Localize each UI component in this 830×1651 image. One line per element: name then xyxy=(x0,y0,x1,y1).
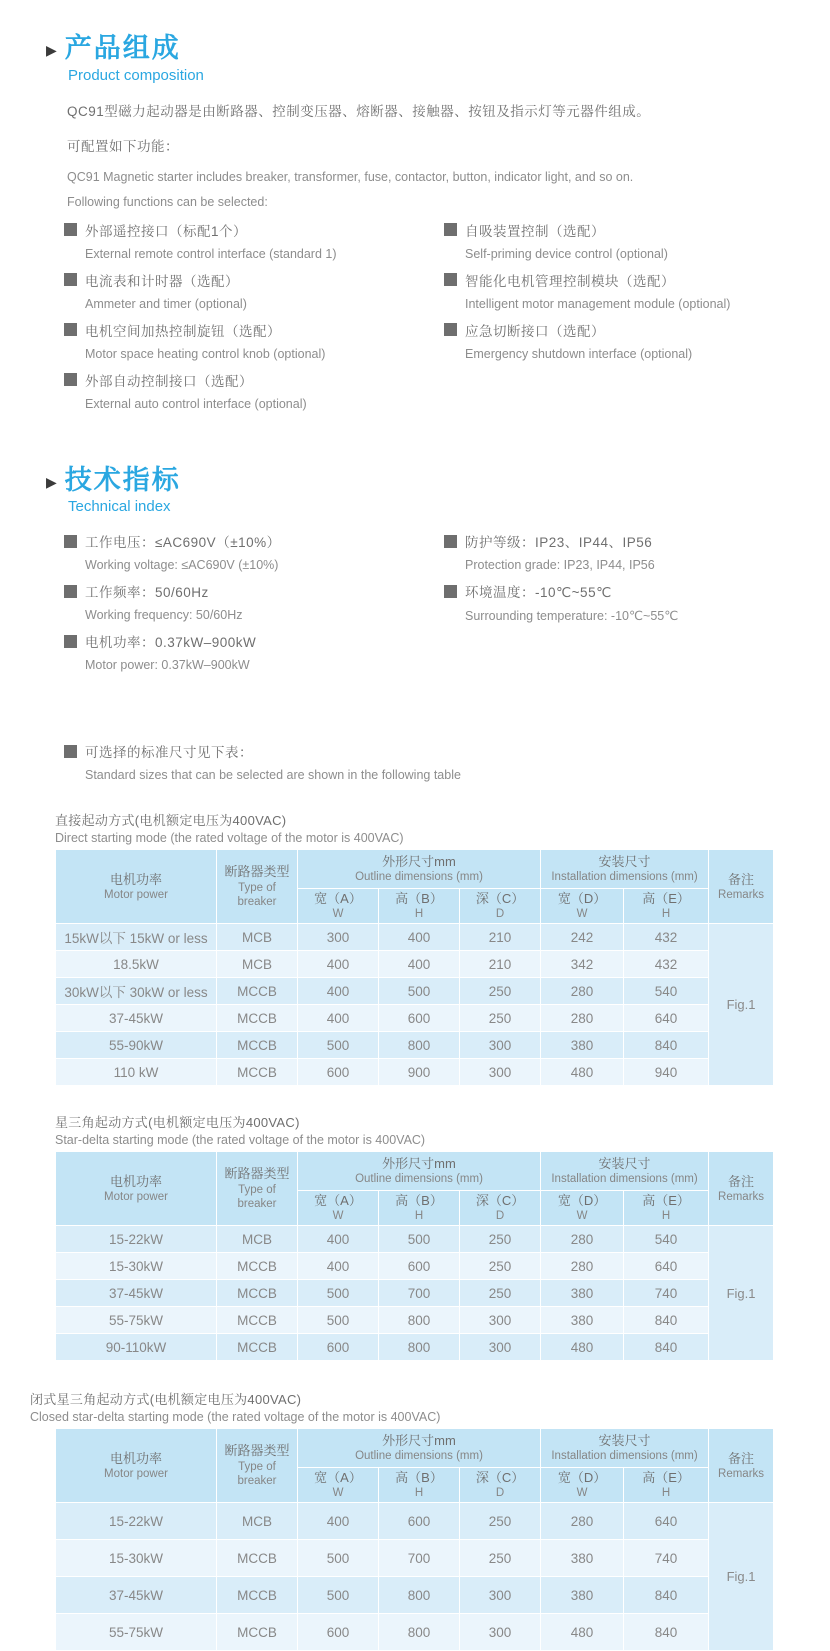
table-title-en: Closed star-delta starting mode (the rated voltage of the motor is 400VAC) xyxy=(30,1410,441,1425)
table-cell: 432 xyxy=(624,951,708,977)
feature-label-en: External remote control interface (standard 1) xyxy=(85,246,337,261)
table-remark-cell: Fig.1 xyxy=(709,1226,773,1360)
square-bullet-icon xyxy=(444,585,457,598)
spec-list xyxy=(0,531,830,681)
table-row xyxy=(56,1032,773,1058)
table-cell: 840 xyxy=(624,1032,708,1058)
dimensions-table xyxy=(55,1151,774,1361)
table-cell: 15-30kW xyxy=(56,1540,216,1576)
table-cell: 540 xyxy=(624,978,708,1004)
table-cell: 940 xyxy=(624,1059,708,1085)
table-row xyxy=(56,1280,773,1306)
table-cell: 110 kW xyxy=(56,1059,216,1085)
square-bullet-icon xyxy=(64,535,77,548)
technical-heading-block xyxy=(0,466,830,516)
table-cell: 840 xyxy=(624,1307,708,1333)
header-width-a: 宽（A） W xyxy=(298,889,378,923)
table-row xyxy=(56,1334,773,1360)
header-height-b: 高（B） H xyxy=(379,889,459,923)
table-header xyxy=(56,1152,773,1225)
spec-item xyxy=(64,581,444,622)
table-cell: 600 xyxy=(379,1005,459,1031)
feature-item xyxy=(64,270,444,311)
feature-label-en: Self-priming device control (optional) xyxy=(465,246,668,261)
square-bullet-icon xyxy=(64,585,77,598)
table-cell: 400 xyxy=(379,951,459,977)
table-title-zh: 直接起动方式(电机额定电压为400VAC) xyxy=(55,813,287,829)
header-width-a: 宽（A） W xyxy=(298,1468,378,1502)
spec-label-en: Working frequency: 50/60Hz xyxy=(85,608,243,623)
table-cell: 250 xyxy=(460,1540,540,1576)
table-cell: MCCB xyxy=(217,1307,297,1333)
section-product-composition xyxy=(0,34,830,420)
table-cell: 600 xyxy=(379,1253,459,1279)
table-cell: 280 xyxy=(541,1253,623,1279)
table-cell: MCB xyxy=(217,1226,297,1252)
feature-label-zh: 外部遥控接口（标配1个） xyxy=(85,223,248,239)
table-cell: 640 xyxy=(624,1503,708,1539)
table-row xyxy=(56,1577,773,1613)
section-technical-index xyxy=(0,466,830,682)
technical-title-zh: 技术指标 xyxy=(64,464,181,495)
dimensions-table xyxy=(55,849,774,1086)
header-installation-dimensions: 安装尺寸 Installation dimensions (mm) xyxy=(541,850,708,888)
spec-label-zh: 电机功率：0.37kW–900kW xyxy=(85,635,257,651)
spec-label-en: Protection grade: IP23, IP44, IP56 xyxy=(465,558,655,573)
table-title-zh: 闭式星三角起动方式(电机额定电压为400VAC) xyxy=(30,1392,302,1408)
spec-item xyxy=(444,581,830,623)
table-cell: 250 xyxy=(460,978,540,1004)
table-remark-cell: Fig.1 xyxy=(709,924,773,1085)
table-cell: 300 xyxy=(460,1577,540,1613)
table-cell: 37-45kW xyxy=(56,1005,216,1031)
table-cell: 37-45kW xyxy=(56,1577,216,1613)
feature-item xyxy=(64,220,444,261)
table-body xyxy=(56,1503,773,1650)
dimensions-table xyxy=(55,1428,774,1651)
technical-title-en: Technical index xyxy=(68,498,171,516)
square-bullet-icon xyxy=(444,273,457,286)
feature-label-en: External auto control interface (optional) xyxy=(85,396,307,411)
sizes-note-zh: 可选择的标准尺寸见下表： xyxy=(85,745,253,761)
table-cell: 300 xyxy=(460,1614,540,1650)
table-cell: 840 xyxy=(624,1334,708,1360)
header-motor-power: 电机功率 Motor power xyxy=(56,1152,216,1225)
table-cell: 380 xyxy=(541,1280,623,1306)
table-cell: 400 xyxy=(298,1253,378,1279)
triangle-bullet-icon: ▶ xyxy=(46,41,57,58)
feature-label-zh: 应急切断接口（选配） xyxy=(465,323,605,339)
table-remark-cell: Fig.1 xyxy=(709,1503,773,1650)
header-breaker-type: 断路器类型 Type of breaker xyxy=(217,1429,297,1502)
table-cell: MCCB xyxy=(217,1253,297,1279)
spec-column-right xyxy=(444,531,830,632)
spec-label-en: Working voltage: ≤AC690V (±10%) xyxy=(85,558,279,573)
table-cell: 400 xyxy=(298,978,378,1004)
header-height-b: 高（B） H xyxy=(379,1191,459,1225)
table-cell: 500 xyxy=(298,1577,378,1613)
table-cell: 600 xyxy=(298,1059,378,1085)
table-title-en: Direct starting mode (the rated voltage of the motor is 400VAC) xyxy=(55,831,404,846)
feature-label-zh: 自吸装置控制（选配） xyxy=(465,223,605,239)
table-cell: 300 xyxy=(460,1032,540,1058)
header-remarks: 备注 Remarks xyxy=(709,1152,773,1225)
spec-label-zh: 环境温度：-10℃~55℃ xyxy=(465,585,612,601)
header-depth-c: 深（C） D xyxy=(460,889,540,923)
header-width-d: 宽（D） W xyxy=(541,1191,623,1225)
feature-column-right xyxy=(444,220,830,370)
table-cell: 700 xyxy=(379,1280,459,1306)
header-height-e: 高（E） H xyxy=(624,1468,708,1502)
spec-label-zh: 工作频率：50/60Hz xyxy=(85,585,209,601)
table-cell: 210 xyxy=(460,924,540,950)
square-bullet-icon xyxy=(444,323,457,336)
feature-label-zh: 外部自动控制接口（选配） xyxy=(85,373,253,389)
feature-item xyxy=(444,320,830,361)
table-header xyxy=(56,850,773,923)
header-width-d: 宽（D） W xyxy=(541,1468,623,1502)
table-cell: 90-110kW xyxy=(56,1334,216,1360)
table-cell: 250 xyxy=(460,1005,540,1031)
table-cell: 840 xyxy=(624,1614,708,1650)
feature-label-zh: 电机空间加热控制旋钮（选配） xyxy=(85,323,281,339)
feature-label-en: Emergency shutdown interface (optional) xyxy=(465,346,693,361)
table-cell: 500 xyxy=(298,1540,378,1576)
table-cell: 400 xyxy=(298,1226,378,1252)
feature-item xyxy=(444,270,830,311)
table-cell: 250 xyxy=(460,1280,540,1306)
table-cell: 800 xyxy=(379,1334,459,1360)
spec-label-en: Motor power: 0.37kW–900kW xyxy=(85,658,250,673)
table-cell: 380 xyxy=(541,1577,623,1613)
table-cell: MCB xyxy=(217,951,297,977)
table-title-en: Star-delta starting mode (the rated voltage of the motor is 400VAC) xyxy=(55,1133,426,1148)
feature-label-zh: 电流表和计时器（选配） xyxy=(85,273,239,289)
table-cell: 800 xyxy=(379,1032,459,1058)
spec-item xyxy=(64,631,444,672)
header-remarks: 备注 Remarks xyxy=(709,850,773,923)
table-cell: 342 xyxy=(541,951,623,977)
table-cell: 300 xyxy=(298,924,378,950)
table-cell: 300 xyxy=(460,1334,540,1360)
header-outline-dimensions: 外形尺寸mm Outline dimensions (mm) xyxy=(298,850,540,888)
table-cell: 300 xyxy=(460,1059,540,1085)
table-cell: 37-45kW xyxy=(56,1280,216,1306)
spec-label-zh: 工作电压：≤AC690V（±10%） xyxy=(85,535,281,551)
table-cell: 800 xyxy=(379,1307,459,1333)
table-cell: 432 xyxy=(624,924,708,950)
table-cell: 380 xyxy=(541,1307,623,1333)
table-cell: 540 xyxy=(624,1226,708,1252)
table-direct-starting xyxy=(55,810,767,1086)
header-breaker-type: 断路器类型 Type of breaker xyxy=(217,1152,297,1225)
intro-paragraph-en: Following functions can be selected: xyxy=(67,194,268,209)
product-title-en: Product composition xyxy=(68,66,204,84)
header-remarks: 备注 Remarks xyxy=(709,1429,773,1502)
table-cell: 740 xyxy=(624,1280,708,1306)
table-cell: 400 xyxy=(298,1503,378,1539)
spec-item xyxy=(444,531,830,572)
table-cell: 500 xyxy=(379,978,459,1004)
table-cell: 600 xyxy=(298,1334,378,1360)
table-row xyxy=(56,1614,773,1650)
header-installation-dimensions: 安装尺寸 Installation dimensions (mm) xyxy=(541,1429,708,1467)
table-cell: 242 xyxy=(541,924,623,950)
table-cell: MCCB xyxy=(217,1280,297,1306)
table-cell: 500 xyxy=(298,1032,378,1058)
table-header xyxy=(56,1429,773,1502)
header-installation-dimensions: 安装尺寸 Installation dimensions (mm) xyxy=(541,1152,708,1190)
table-row xyxy=(56,1540,773,1576)
table-row xyxy=(56,1253,773,1279)
table-cell: MCCB xyxy=(217,1540,297,1576)
table-cell: 300 xyxy=(460,1307,540,1333)
table-cell: 250 xyxy=(460,1226,540,1252)
header-width-d: 宽（D） W xyxy=(541,889,623,923)
header-height-b: 高（B） H xyxy=(379,1468,459,1502)
table-cell: MCCB xyxy=(217,1577,297,1613)
feature-label-en: Intelligent motor management module (optional) xyxy=(465,296,731,311)
table-cell: 800 xyxy=(379,1577,459,1613)
table-row xyxy=(56,978,773,1004)
feature-list xyxy=(0,220,830,420)
header-breaker-type: 断路器类型 Type of breaker xyxy=(217,850,297,923)
table-cell: 840 xyxy=(624,1577,708,1613)
spec-label-en: Surrounding temperature: -10℃~55℃ xyxy=(465,609,679,624)
square-bullet-icon xyxy=(444,535,457,548)
table-cell: MCCB xyxy=(217,1032,297,1058)
table-body xyxy=(56,1226,773,1360)
feature-label-zh: 智能化电机管理控制模块（选配） xyxy=(465,273,675,289)
table-title-zh: 星三角起动方式(电机额定电压为400VAC) xyxy=(55,1115,300,1131)
table-cell: 740 xyxy=(624,1540,708,1576)
table-cell: 280 xyxy=(541,1503,623,1539)
table-cell: 380 xyxy=(541,1540,623,1576)
table-cell: MCCB xyxy=(217,978,297,1004)
feature-item xyxy=(444,220,830,261)
table-cell: MCB xyxy=(217,1503,297,1539)
table-cell: 400 xyxy=(379,924,459,950)
table-cell: MCCB xyxy=(217,1334,297,1360)
table-cell: 600 xyxy=(298,1614,378,1650)
header-outline-dimensions: 外形尺寸mm Outline dimensions (mm) xyxy=(298,1429,540,1467)
table-row xyxy=(56,1059,773,1085)
table-star-delta-starting xyxy=(55,1112,767,1361)
table-cell: 400 xyxy=(298,951,378,977)
header-height-e: 高（E） H xyxy=(624,1191,708,1225)
square-bullet-icon xyxy=(64,745,77,758)
table-cell: 15-30kW xyxy=(56,1253,216,1279)
table-cell: 480 xyxy=(541,1334,623,1360)
table-cell: MCB xyxy=(217,924,297,950)
square-bullet-icon xyxy=(64,373,77,386)
table-row xyxy=(56,1503,773,1539)
header-depth-c: 深（C） D xyxy=(460,1468,540,1502)
header-outline-dimensions: 外形尺寸mm Outline dimensions (mm) xyxy=(298,1152,540,1190)
table-row xyxy=(56,951,773,977)
table-cell: 700 xyxy=(379,1540,459,1576)
intro-paragraph-zh: QC91型磁力起动器是由断路器、控制变压器、熔断器、接触器、按钮及指示灯等元器件组成。 xyxy=(67,103,651,119)
square-bullet-icon xyxy=(64,323,77,336)
table-cell: 250 xyxy=(460,1253,540,1279)
square-bullet-icon xyxy=(64,635,77,648)
feature-label-en: Motor space heating control knob (optional) xyxy=(85,346,326,361)
table-row xyxy=(56,924,773,950)
header-depth-c: 深（C） D xyxy=(460,1191,540,1225)
table-cell: 500 xyxy=(298,1280,378,1306)
table-row xyxy=(56,1226,773,1252)
table-closed-star-delta-starting xyxy=(30,1389,767,1651)
table-cell: 18.5kW xyxy=(56,951,216,977)
table-row xyxy=(56,1005,773,1031)
table-cell: 900 xyxy=(379,1059,459,1085)
table-body xyxy=(56,924,773,1085)
table-cell: 800 xyxy=(379,1614,459,1650)
table-cell: 480 xyxy=(541,1614,623,1650)
header-motor-power: 电机功率 Motor power xyxy=(56,1429,216,1502)
header-height-e: 高（E） H xyxy=(624,889,708,923)
square-bullet-icon xyxy=(444,223,457,236)
table-cell: MCCB xyxy=(217,1614,297,1650)
feature-item xyxy=(64,320,444,361)
table-row xyxy=(56,1307,773,1333)
table-cell: 280 xyxy=(541,1005,623,1031)
intro-paragraph-en: QC91 Magnetic starter includes breaker, transformer, fuse, contactor, button, indicator light, and so on. xyxy=(67,169,634,184)
table-cell: 250 xyxy=(460,1503,540,1539)
table-cell: 400 xyxy=(298,1005,378,1031)
spec-label-zh: 防护等级：IP23、IP44、IP56 xyxy=(465,535,653,551)
table-cell: 500 xyxy=(298,1307,378,1333)
table-cell: MCCB xyxy=(217,1059,297,1085)
product-heading-block xyxy=(0,34,830,84)
header-motor-power: 电机功率 Motor power xyxy=(56,850,216,923)
spec-item xyxy=(64,531,444,572)
table-cell: MCCB xyxy=(217,1005,297,1031)
table-cell: 480 xyxy=(541,1059,623,1085)
header-width-a: 宽（A） W xyxy=(298,1191,378,1225)
feature-column-left xyxy=(64,220,444,420)
table-cell: 600 xyxy=(379,1503,459,1539)
table-cell: 55-75kW xyxy=(56,1307,216,1333)
square-bullet-icon xyxy=(64,223,77,236)
table-cell: 15-22kW xyxy=(56,1503,216,1539)
table-cell: 280 xyxy=(541,1226,623,1252)
table-cell: 55-75kW xyxy=(56,1614,216,1650)
feature-label-en: Ammeter and timer (optional) xyxy=(85,296,247,311)
intro-paragraph-zh: 可配置如下功能： xyxy=(67,138,179,154)
table-cell: 640 xyxy=(624,1253,708,1279)
table-cell: 55-90kW xyxy=(56,1032,216,1058)
table-cell: 380 xyxy=(541,1032,623,1058)
table-cell: 280 xyxy=(541,978,623,1004)
table-cell: 15-22kW xyxy=(56,1226,216,1252)
table-cell: 640 xyxy=(624,1005,708,1031)
feature-item xyxy=(64,370,444,411)
triangle-bullet-icon: ▶ xyxy=(46,473,57,490)
table-cell: 15kW以下 15kW or less xyxy=(56,924,216,950)
table-cell: 30kW以下 30kW or less xyxy=(56,978,216,1004)
table-cell: 210 xyxy=(460,951,540,977)
spec-column-left xyxy=(64,531,444,681)
product-title-zh: 产品组成 xyxy=(64,33,181,63)
product-intro xyxy=(0,100,830,209)
sizes-note xyxy=(0,741,830,782)
table-cell: 500 xyxy=(379,1226,459,1252)
square-bullet-icon xyxy=(64,273,77,286)
sizes-note-en: Standard sizes that can be selected are shown in the following table xyxy=(85,768,461,783)
